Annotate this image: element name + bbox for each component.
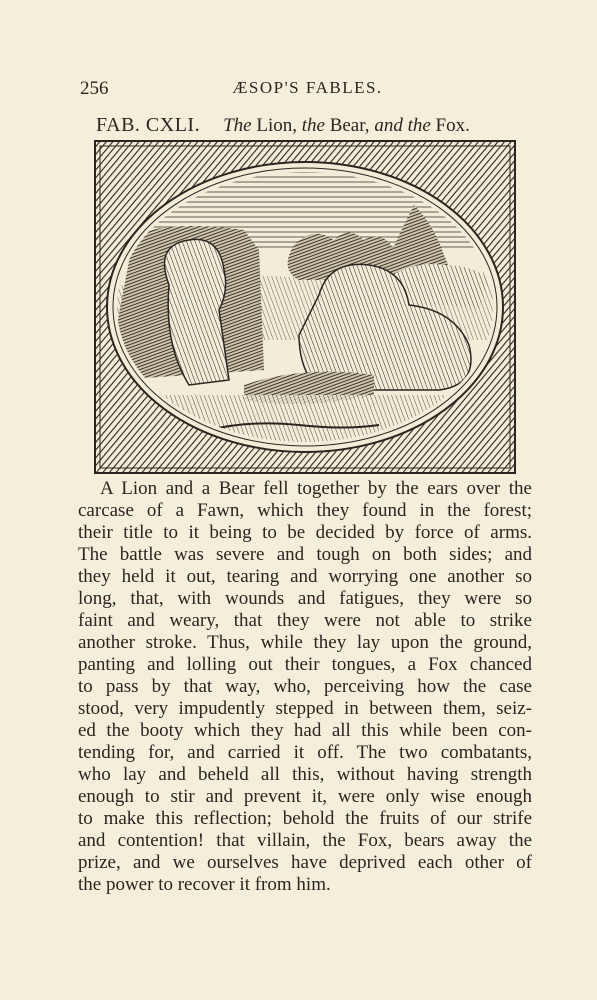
running-head xyxy=(80,78,535,102)
body-line-16: to make this reflection; behold the fruits of our strife xyxy=(78,808,532,829)
fable-title-and-the: and the xyxy=(374,115,431,136)
fable-title-the: The xyxy=(223,115,252,136)
body-line-2: carcase of a Fawn, which they found in the forest; xyxy=(78,500,532,521)
fable-number: FAB. CXLI. xyxy=(96,114,201,136)
body-line-6: long, that, with wounds and fatigues, they were so xyxy=(78,588,532,609)
body-line-11: stood, very impudently stepped in between them, seiz- xyxy=(78,698,532,719)
body-line-10: to pass by that way, who, perceiving how the case xyxy=(78,676,532,697)
body-line-18: prize, and we ourselves have deprived each other of xyxy=(78,852,532,873)
body-line-19: the power to recover it from him. xyxy=(78,874,331,895)
body-line-13: tending for, and carried it off. The two combatants, xyxy=(78,742,532,763)
body-line-7: faint and weary, that they were not able to strike xyxy=(78,610,532,631)
body-line-17: and contention! that villain, the Fox, bears away the xyxy=(78,830,532,851)
fable-heading xyxy=(96,114,526,137)
body-line-12: ed the booty which they had all this while been con- xyxy=(78,720,532,741)
woodcut-lion-bear-fox xyxy=(94,140,516,474)
fable-title-bear: Bear, xyxy=(329,115,370,136)
book-title: ÆSOP'S FABLES. xyxy=(232,78,383,97)
body-line-9: panting and lolling out their tongues, a Fox chanced xyxy=(78,654,532,675)
body-line-5: they held it out, tearing and worrying one another so xyxy=(78,566,532,587)
page-number: 256 xyxy=(80,78,109,99)
fable-title-the-2: the xyxy=(301,115,325,136)
body-line-3: their title to it being to be decided by force of arms. xyxy=(78,522,532,543)
body-line-1: A Lion and a Bear fell together by the ears over the xyxy=(100,478,532,499)
fable-body xyxy=(78,478,532,896)
fable-title xyxy=(223,115,470,136)
woodcut-illustration xyxy=(94,140,516,474)
body-line-8: another stroke. Thus, while they lay upon the ground, xyxy=(78,632,532,653)
body-line-15: enough to stir and prevent it, were only wise enough xyxy=(78,786,532,807)
fable-title-fox: Fox. xyxy=(435,115,470,136)
body-line-4: The battle was severe and tough on both sides; and xyxy=(78,544,532,565)
body-line-14: who lay and beheld all this, without having strength xyxy=(78,764,532,785)
fable-title-lion: Lion, xyxy=(256,115,297,136)
